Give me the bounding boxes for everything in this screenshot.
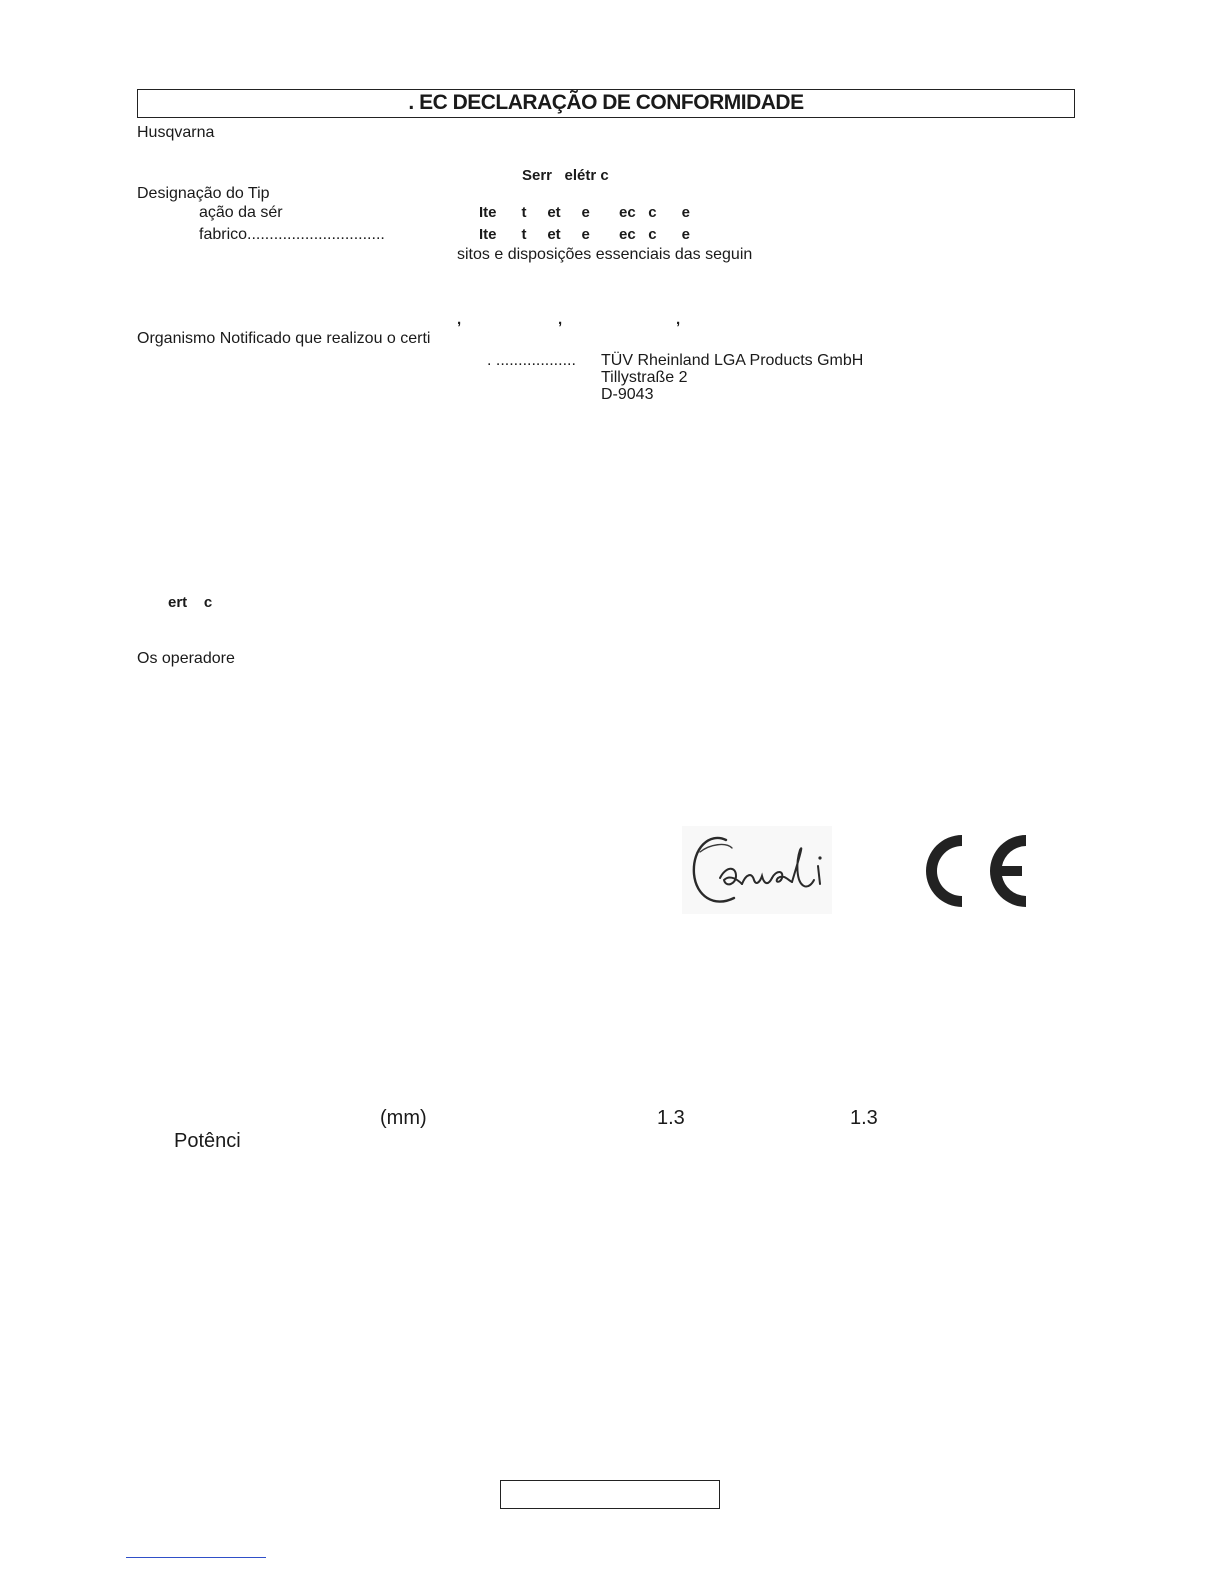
power-label: Potênci (174, 1130, 241, 1152)
footer-link[interactable] (126, 1557, 266, 1558)
manufacture-value: Ite t et e ec c e (479, 226, 690, 243)
page-title: . EC DECLARAÇÃO DE CONFORMIDADE (408, 91, 804, 114)
spec-value: 1.3 (850, 1107, 878, 1129)
notified-body-dots: . .................. (487, 352, 576, 369)
signature-icon (680, 822, 835, 917)
spec-unit-label: (mm) (380, 1107, 427, 1129)
notified-body-name: TÜV Rheinland LGA Products GmbH (601, 352, 864, 369)
ce-mark-icon (922, 830, 1034, 912)
type-designation-label: Designação do Tip (137, 185, 270, 202)
certificate-label: ert c (168, 594, 213, 611)
notified-body-street: Tillystraße 2 (601, 369, 688, 386)
series-value: Ite t et e ec c e (479, 204, 690, 221)
comma-mark: , (558, 311, 563, 328)
comma-mark: , (676, 311, 681, 328)
product-label: Serr elétr c (522, 167, 609, 184)
manufacturer-name: Husqvarna (137, 124, 215, 141)
requirements-text: sitos e disposições essenciais das seguin (457, 246, 753, 263)
operators-text: Os operadore (137, 650, 235, 667)
manufacture-label: fabrico............................... (199, 226, 385, 243)
notified-body-city: D-9043 (601, 386, 654, 403)
spec-value: 1.3 (657, 1107, 685, 1129)
title-box (137, 89, 1075, 118)
page-number-box (500, 1480, 720, 1509)
notified-body-label: Organismo Notificado que realizou o certi (137, 330, 431, 347)
series-label: ação da sér (199, 204, 283, 221)
comma-mark: , (457, 311, 462, 328)
